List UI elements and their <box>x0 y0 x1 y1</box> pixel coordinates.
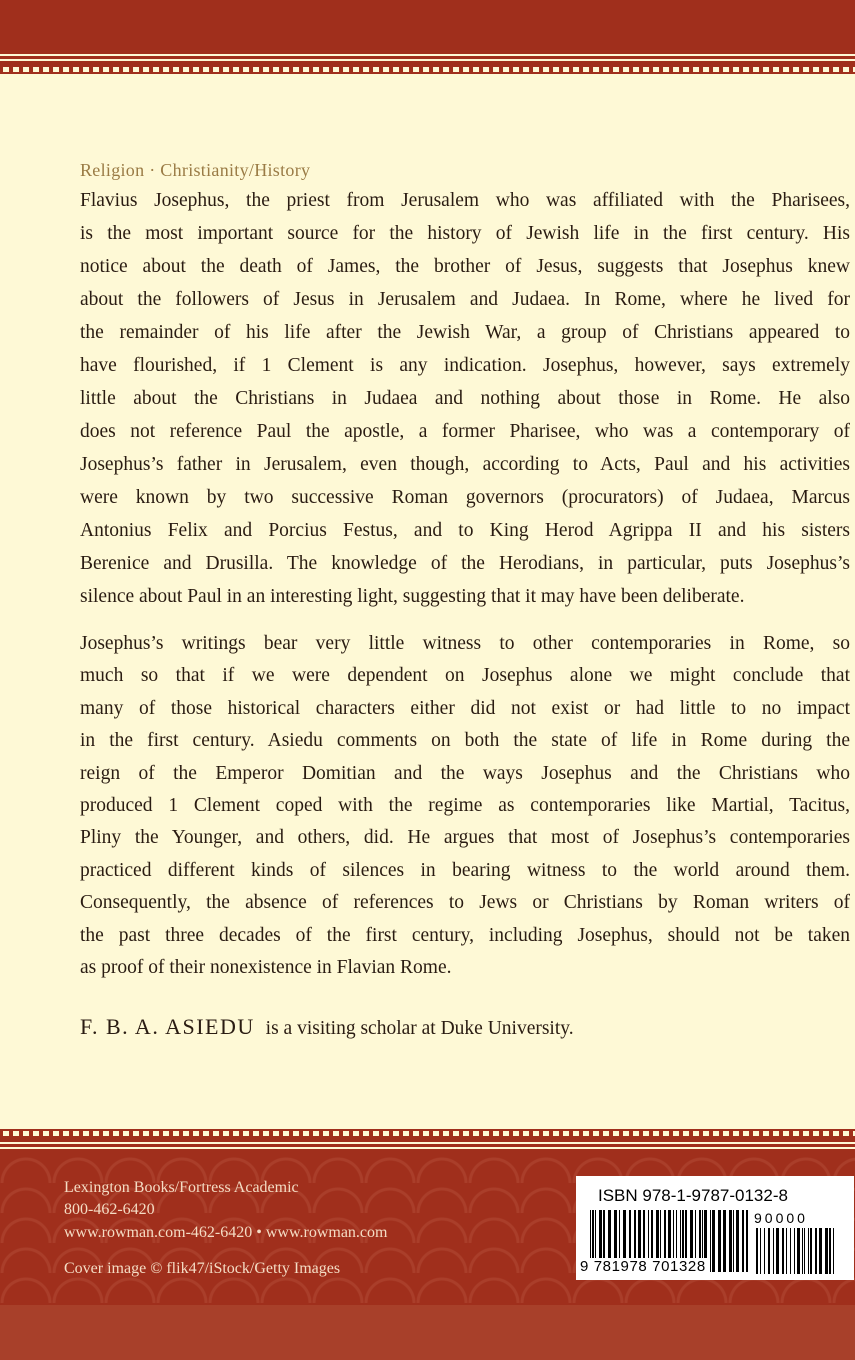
cover-image-credit: Cover image © flik47/iStock/Getty Images <box>64 1260 341 1277</box>
text-line: produced 1 Clement coped with the regime as contemporaries like Martial, Tacitus, <box>80 794 850 816</box>
text-line: the remainder of his life after the Jewish War, a group of Christians appeared to <box>80 322 850 343</box>
publisher-name: Lexington Books/Fortress Academic <box>64 1179 299 1196</box>
barcode-bar <box>833 1228 834 1274</box>
barcode-bar <box>729 1210 732 1272</box>
text-line: the past three decades of the first century, including Josephus, should not be taken <box>80 924 850 946</box>
author-bio <box>80 1014 574 1040</box>
text-line: Pliny the Younger, and others, did. He argues that most of Josephus’s contemporaries <box>80 827 850 849</box>
barcode-bar <box>733 1210 734 1272</box>
barcode-bar <box>829 1228 831 1274</box>
decorative-square-border <box>0 1129 855 1138</box>
barcode-bar <box>810 1228 812 1274</box>
text-line: Josephus’s writings bear very little witness to other contemporaries in Rome, so <box>80 633 850 654</box>
category-label: Religion · Christianity/History <box>80 160 311 180</box>
isbn-text: ISBN 978-1-9787-0132-8 <box>598 1186 788 1205</box>
barcode-bar <box>782 1228 784 1274</box>
text-line: in the first century. Asiedu comments on both the state of life in Rome during the <box>80 730 850 752</box>
barcode-bar <box>760 1228 761 1274</box>
barcode-bar <box>736 1210 739 1272</box>
decorative-square-border <box>0 65 855 74</box>
text-line: reign of the Emperor Domitian and the ways Josephus and the Christians who <box>80 762 850 784</box>
text-line: silence about Paul in an interesting light, suggesting that it may have been deliberate. <box>80 586 745 607</box>
text-line: have flourished, if 1 Clement is any indication. Josephus, however, says extremely <box>80 355 850 376</box>
barcode-bar <box>710 1210 711 1272</box>
barcode-bar <box>718 1210 721 1272</box>
barcode-bar <box>723 1210 726 1272</box>
isbn-barcode <box>576 1176 854 1280</box>
text-line: Josephus’s father in Jerusalem, even though, according to Acts, Paul and his activities <box>80 454 850 475</box>
description-paragraph-2 <box>80 628 850 984</box>
barcode-bar <box>712 1210 715 1272</box>
publisher-phone: 800-462-6420 <box>64 1201 155 1218</box>
barcode-bar <box>802 1228 803 1274</box>
text-line: does not reference Paul the apostle, a former Pharisee, who was a contemporary of <box>80 421 850 442</box>
barcode-bar <box>804 1228 805 1274</box>
barcode-bar <box>819 1228 822 1274</box>
barcode-bar <box>786 1228 787 1274</box>
text-line: notice about the death of James, the brother of Jesus, suggests that Josephus knew <box>80 256 850 277</box>
barcode-bar <box>773 1228 774 1274</box>
text-line: Flavius Josephus, the priest from Jerusalem who was affiliated with the Pharisees, <box>80 190 850 211</box>
barcode-bar <box>825 1228 828 1274</box>
addon-barcode-bars <box>756 1228 834 1274</box>
author-name: F. B. A. ASIEDU <box>80 1014 255 1039</box>
text-line: many of those historical characters either did not exist or had little to no impact <box>80 697 850 719</box>
barcode-bar <box>742 1210 744 1272</box>
text-line: little about the Christians in Judaea and nothing about those in Rome. He also <box>80 388 850 409</box>
barcode-bar <box>808 1228 809 1274</box>
price-addon-number: 90000 <box>754 1210 808 1226</box>
text-line: much so that if we were dependent on Josephus alone we might conclude that <box>80 665 850 687</box>
text-line: Consequently, the absence of references to Jews or Christians by Roman writers of <box>80 892 850 914</box>
publisher-website: www.rowman.com-462-6420 • www.rowman.com <box>64 1224 388 1241</box>
text-line: Berenice and Drusilla. The knowledge of the Herodians, in particular, puts Josephus’s <box>80 553 850 574</box>
ean-number: 9 781978 701328 <box>580 1258 706 1275</box>
top-color-band <box>0 0 855 54</box>
text-line: about the followers of Jesus in Jerusalem and Judaea. In Rome, where he lived for <box>80 289 850 310</box>
barcode-bar <box>764 1228 765 1274</box>
barcode-bar <box>794 1228 795 1274</box>
text-line: is the most important source for the history of Jewish life in the first century. His <box>80 223 850 244</box>
barcode-bar <box>790 1228 791 1274</box>
description-paragraph-1 <box>80 184 850 613</box>
barcode-bar <box>797 1228 800 1274</box>
barcode-bar <box>756 1228 758 1274</box>
text-line: Antonius Felix and Porcius Festus, and to King Herod Agrippa II and his sisters <box>80 520 850 541</box>
barcode-bar <box>776 1228 779 1274</box>
text-line: practiced different kinds of silences in bearing witness to the world around them. <box>80 859 850 881</box>
barcode-bar <box>768 1228 770 1274</box>
author-bio-text: is a visiting scholar at Duke University. <box>265 1018 574 1039</box>
barcode-bar <box>746 1210 748 1272</box>
footer-bottom-band <box>0 1305 855 1360</box>
text-line: were known by two successive Roman governors (procurators) of Judaea, Marcus <box>80 487 850 508</box>
barcode-bar <box>815 1228 817 1274</box>
text-line: as proof of their nonexistence in Flavian Rome. <box>80 956 452 978</box>
